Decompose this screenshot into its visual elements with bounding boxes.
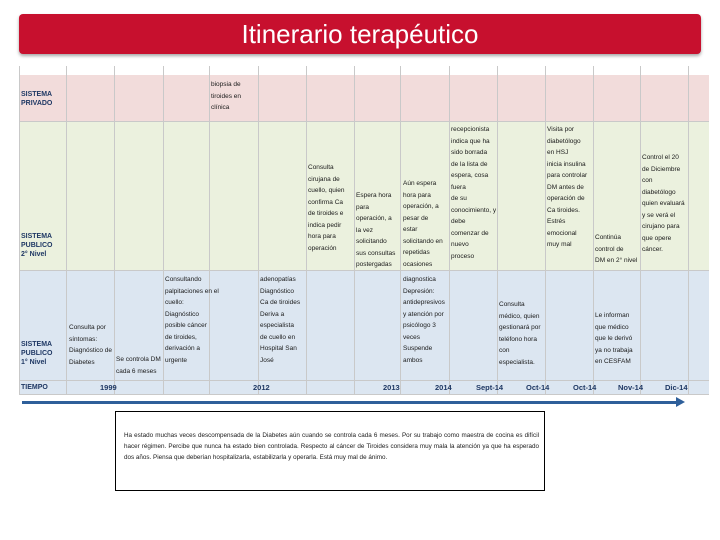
time-label: Nov-14 [618, 383, 644, 392]
cell-continua-control: Continúa control de DM en 2° nivel [595, 234, 638, 264]
slide-title: Itinerario terapéutico [241, 19, 479, 49]
row-label-line: PUBLICO [21, 242, 53, 249]
grid-line [449, 66, 450, 394]
cell-biopsia: biopsia de tiroides en clínica [211, 81, 241, 111]
timeline-arrow-head [676, 397, 685, 407]
grid-line [593, 66, 594, 394]
row-label-line: SISTEMA [21, 91, 53, 98]
cell-control-diciembre: Control el 20 de Diciembre con diabetólogo quien evaluará y se verá el cirujano para que opere cáncer. [642, 154, 685, 253]
patient-note-box [115, 411, 545, 491]
cell-se-controla-dm: Se controla DM cada 6 meses [116, 356, 161, 375]
row-band-privado [19, 75, 709, 121]
grid-line [163, 66, 164, 394]
grid-line [306, 66, 307, 394]
cell-diagnostico-depresion: diagnostica Depresión: antidepresivos y atención por psicólogo 3 veces Suspende ambos [403, 276, 445, 364]
row-label-line: PRIVADO [21, 100, 53, 107]
time-label: 1999 [100, 383, 117, 392]
time-label: 2013 [383, 383, 400, 392]
cell-recepcionista: recepcionista indica que ha sido borrada de la lista de espera, cosa fuera de su conocimiento, y debe comenzar de nuevo proceso [451, 126, 497, 260]
patient-note-text: Ha estado muchas veces descompensada de la Diabetes aún cuando se controla cada 6 meses. Por su trabajo como maestra de cocina es difícil hacer régimen. Percibe que nunca ha estado bien controlada. Respecto al cáncer de Tiroides considera muy mala la atención ya que ha esperado dos años. Piensa que deberían hospitalizarla, estabilizarla y operarla. Está muy mal de ánimo. [124, 432, 539, 461]
row-label-line: PUBLICO [21, 350, 53, 357]
time-label: Oct-14 [573, 383, 597, 392]
grid-line [354, 66, 355, 394]
time-label: Sept-14 [476, 383, 504, 392]
row-label-tiempo: TIEMPO [21, 384, 48, 391]
timeline-arrow [22, 401, 678, 404]
time-label: 2012 [253, 383, 270, 392]
grid-line [545, 66, 546, 394]
grid-line [66, 66, 67, 394]
grid-line [19, 380, 709, 381]
cell-espera-hora: Espera hora para operación, a la vez solicitando sus consultas postergadas [356, 192, 396, 268]
row-label-line: SISTEMA [21, 233, 53, 240]
cell-aun-espera: Aún espera hora para operación, a pesar de estar solicitando en repetidas ocasiones [403, 180, 443, 268]
row-label-publico-2 [21, 232, 53, 259]
grid-line [258, 66, 259, 394]
grid-line [19, 394, 709, 395]
row-label-publico-1 [21, 340, 53, 367]
row-label-line: SISTEMA [21, 341, 53, 348]
grid-line [400, 66, 401, 394]
time-label: Oct-14 [526, 383, 550, 392]
time-label: Dic-14 [665, 383, 688, 392]
grid-line [19, 121, 709, 122]
cell-consulta-cirujana: Consulta cirujana de cuello, quien confirma Ca de tiroides e indica pedir hora para operación [308, 164, 345, 252]
time-label: 2014 [435, 383, 452, 392]
grid-line [497, 66, 498, 394]
row-label-privado [21, 90, 52, 108]
row-label-line: 2° Nivel [21, 251, 47, 258]
cell-consultando-palpitaciones: Consultando palpitaciones en el cuello: Diagnóstico posible cáncer de tiroides, derivación a urgente [165, 276, 219, 364]
grid-line [114, 66, 115, 394]
title-banner [19, 14, 701, 54]
row-label-line: 1° Nivel [21, 359, 47, 366]
grid-line [19, 66, 20, 394]
cell-consulta-medico: Consulta médico, quien gestionará por teléfono hora con especialista. [499, 301, 541, 366]
cell-adenopatias: adenopatías Diagnóstico Ca de tiroides Deriva a especialista de cuello en Hospital San José [260, 276, 301, 364]
cell-consulta-sintomas: Consulta por síntomas: Diagnóstico de Diabetes [69, 324, 112, 366]
grid-line [640, 66, 641, 394]
row-band-tiempo [19, 380, 709, 394]
grid-line [688, 66, 689, 394]
cell-informan: Le informan que médico que le derivó ya no trabaja en CESFAM [595, 312, 633, 365]
cell-visita-diabetologo: Visita por diabetólogo en HSJ inicia insulina para controlar DM antes de operación de Ca tiroides. Estrés emocional muy mal [547, 126, 588, 248]
